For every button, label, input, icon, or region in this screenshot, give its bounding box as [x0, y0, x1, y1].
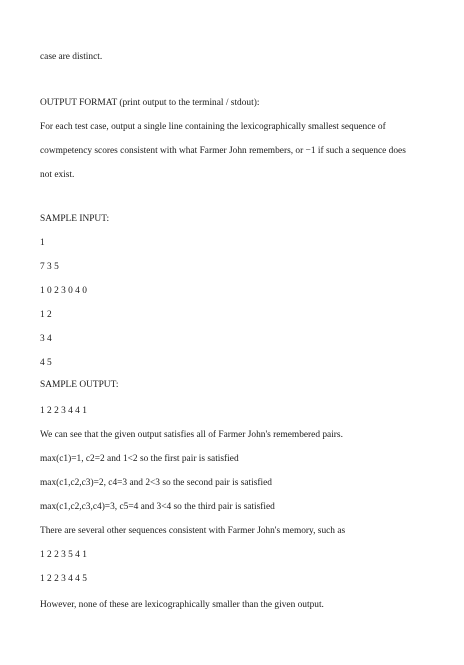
sample-input-line-5: 3 4: [40, 334, 52, 344]
explanation-line-3: max(c1,c2,c3)=2, c4=3 and 2<3 so the second pair is satisfied: [40, 478, 272, 488]
sample-input-heading: SAMPLE INPUT:: [40, 214, 110, 224]
sample-output-line: 1 2 2 3 4 4 1: [40, 406, 87, 416]
explanation-line-1: We can see that the given output satisfies all of Farmer John's remembered pairs.: [40, 430, 343, 440]
sample-input-line-4: 1 2: [40, 310, 52, 320]
text-line-continuation: case are distinct.: [40, 52, 103, 62]
sample-input-line-6: 4 5: [40, 358, 52, 368]
explanation-line-2: max(c1)=1, c2=2 and 1<2 so the first pair is satisfied: [40, 454, 239, 464]
sample-input-line-1: 1: [40, 238, 45, 248]
output-format-line-1: For each test case, output a single line containing the lexicographically smallest sequence of: [40, 122, 386, 132]
output-format-line-2: cowmpetency scores consistent with what Farmer John remembers, or −1 if such a sequence does: [40, 146, 406, 156]
sample-output-heading: SAMPLE OUTPUT:: [40, 380, 119, 390]
sample-input-line-3: 1 0 2 3 0 4 0: [40, 286, 87, 296]
sample-input-line-2: 7 3 5: [40, 262, 59, 272]
explanation-line-4: max(c1,c2,c3,c4)=3, c5=4 and 3<4 so the third pair is satisfied: [40, 502, 275, 512]
alternative-sequence-1: 1 2 2 3 5 4 1: [40, 550, 87, 560]
output-format-line-3: not exist.: [40, 170, 75, 180]
explanation-line-5: There are several other sequences consistent with Farmer John's memory, such as: [40, 526, 346, 536]
output-format-heading: OUTPUT FORMAT (print output to the terminal / stdout):: [40, 98, 260, 108]
alternative-sequence-2: 1 2 2 3 4 4 5: [40, 574, 87, 584]
explanation-line-6: However, none of these are lexicographically smaller than the given output.: [40, 600, 324, 610]
